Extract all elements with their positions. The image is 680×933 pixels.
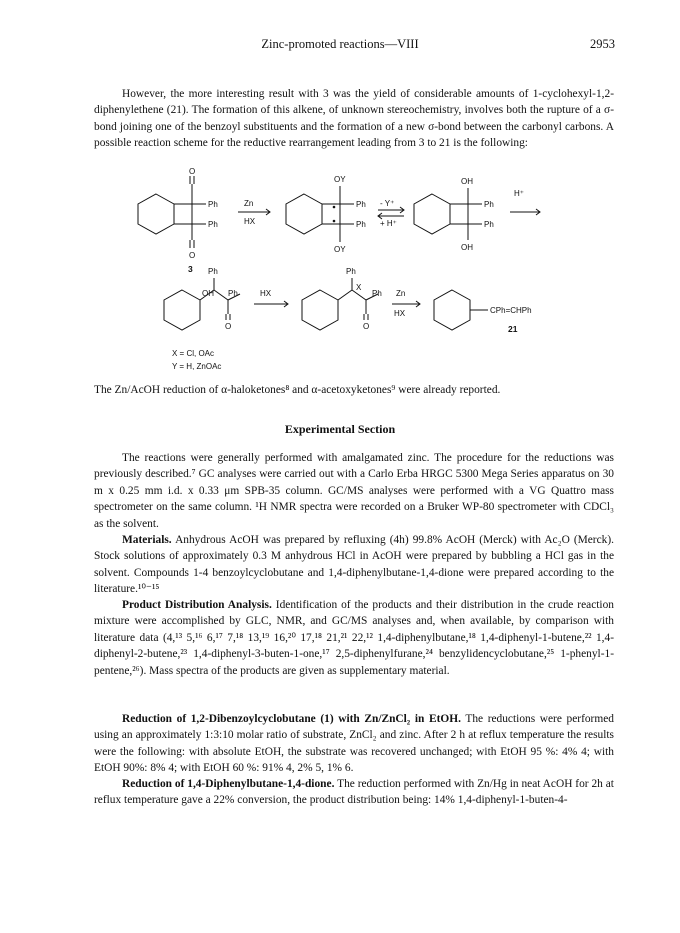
compound-3-structure bbox=[138, 176, 206, 248]
scheme-legend-y: Y = H, ZnOAc bbox=[172, 362, 222, 371]
intermediate-ph-bottom: Ph bbox=[356, 220, 366, 229]
run-in-head-reduction-1: Reduction of 1,2-Dibenzoylcyclobutane (1) with Zn/ZnCl₂ in EtOH. bbox=[122, 713, 461, 725]
intermediate-oy-top: OY bbox=[334, 175, 346, 184]
product-21-structure bbox=[434, 290, 488, 330]
paragraph-general-procedure: The reactions were generally performed with amalgamated zinc. The procedure for the reductions was previously described.⁷ GC analyses were carried out with a Carlo Erba HRGC 5300 Mega Series apparatus on 30 m x 0.25 mm i.d. x 0.33 μm SPB-35 column. GC/MS analyses were performed with a VG Quattro mass spectrometer on the same column. ¹H NMR spectra were recorded on a Bruker WP-80 spectrometer with CDCl₃ as the solvent. bbox=[94, 452, 614, 530]
cyclobutanediol-structure bbox=[414, 188, 482, 240]
hydroxyketone-oh: OH bbox=[202, 289, 214, 298]
section-heading-experimental: Experimental Section bbox=[284, 422, 396, 436]
paragraph-product-distribution-text: Identification of the products and their distribution in the crude reaction mixture were accomplished by GLC, NMR, and GC/MS analyses and, when available, by comparison with literature data (4,¹³ 5,¹⁶ 6,¹⁷ 7,¹⁸ 13,¹⁹ 16,²⁰ 17,¹⁸ 21,²¹ 22,¹² 1,4-diphenylbutane,¹⁸ 1,4-diphenyl-1-butene,²² 1,4-diphenyl-2-butene,²³ 1,4-diphenyl-3-buten-1-one,¹⁷ 2,5-diphenylfurane,²⁴ benzylidencyclobutane,²⁵ 1-phenyl-1-pentene,²⁶). Mass spectra of the products are given as supplementary material. bbox=[94, 599, 614, 677]
compound-3-ph-bottom: Ph bbox=[208, 220, 218, 229]
diol-oh-bottom: OH bbox=[461, 243, 473, 252]
compound-3-ph-top: Ph bbox=[208, 200, 218, 209]
haloketone-oxygen: O bbox=[363, 322, 370, 331]
intermediate-ph-top: Ph bbox=[356, 200, 366, 209]
row2-arrow1-reagent: HX bbox=[260, 289, 272, 298]
run-in-head-reduction-2: Reduction of 1,4-Diphenylbutane-1,4-dione. bbox=[122, 778, 335, 790]
paragraph-reduction-2-text: The reduction performed with Zn/Hg in neat AcOH for 2h at reflux temperature gave a 22% conversion, the product distribution being: 14% 1,4-diphenyl-1-buten-4- bbox=[94, 778, 614, 807]
arrow1-reagent-top: Zn bbox=[244, 199, 254, 208]
paragraph-materials-text: Anhydrous AcOH was prepared by refluxing (4h) 99.8% AcOH (Merck) with Ac₂O (Merck). Stock solutions of approximately 0.3 M anhydrous HCl in AcOH were prepared by bubbling a HCl gas in the solvent. Compounds 1-4 benzoylcyclobutane and 1,4-diphenylbutane-1,4-dione were prepared according to the literature.¹⁰⁻¹⁵ bbox=[94, 534, 614, 596]
product-21-group: CPh=CHPh bbox=[490, 306, 532, 315]
row2-arrow2-reagent-top: Zn bbox=[396, 289, 406, 298]
run-in-head-materials: Materials. bbox=[122, 534, 172, 546]
compound-3-oxygen-bottom: O bbox=[189, 251, 196, 260]
run-in-head-product-distribution: Product Distribution Analysis. bbox=[122, 599, 272, 611]
paragraph-product-distribution bbox=[94, 597, 614, 679]
page-number: 2953 bbox=[590, 37, 615, 51]
haloketone-x: X bbox=[356, 283, 362, 292]
hydroxyketone-oxygen: O bbox=[225, 322, 232, 331]
diol-ph-bottom: Ph bbox=[484, 220, 494, 229]
diol-ph-top: Ph bbox=[484, 200, 494, 209]
arrow2-reagent-top: - Y⁺ bbox=[380, 199, 395, 208]
reaction-scheme bbox=[94, 166, 614, 386]
scheme-legend-x: X = Cl, OAc bbox=[172, 349, 215, 358]
haloketone-ph-right: Ph bbox=[372, 289, 382, 298]
diol-oh-top: OH bbox=[461, 177, 473, 186]
scheme-followup-sentence: The Zn/AcOH reduction of α-haloketones⁸ and α-acetoxyketones⁹ were already reported. bbox=[94, 384, 501, 396]
compound-3-oxygen-top: O bbox=[189, 167, 196, 176]
arrow1-reagent-bottom: HX bbox=[244, 217, 256, 226]
haloketone-ph-top: Ph bbox=[346, 267, 356, 276]
product-21-label: 21 bbox=[508, 324, 518, 334]
hydroxyketone-ph-top: Ph bbox=[208, 267, 218, 276]
paragraph-materials bbox=[94, 532, 614, 598]
row2-arrow2-reagent-bottom: HX bbox=[394, 309, 406, 318]
intro-paragraph: However, the more interesting result with 3 was the yield of considerable amounts of 1-cyclohexyl-1,2-diphenylethene (21). The formation of this alkene, of unknown stereochemistry, involves both the rupture of a σ-bond joining one of the benzoyl substituents and the formation of a new σ-bond between the carbonyl carbons. A possible reaction scheme for the reductive rearrangement leading from 3 to 21 is the following: bbox=[94, 88, 614, 150]
compound-3-label: 3 bbox=[188, 264, 193, 274]
arrow3-reagent-top: H⁺ bbox=[514, 189, 524, 198]
intermediate-oy-bottom: OY bbox=[334, 245, 346, 254]
paragraph-reduction-1-text: The reductions were performed using an approximately 1:3:10 molar ratio of substrate, ZnCl₂ and zinc. After 2 h at reflux temperature the results were the following: with absolute EtOH, the substrate was recovered unchanged; with EtOH 95 %: 4% 4; with EtOH 90%: 8% 4; with EtOH 60 %: 91% 4, 2% 5, 1% 6. bbox=[94, 713, 614, 775]
paragraph-reduction-2 bbox=[94, 776, 614, 809]
running-header-title: Zinc-promoted reactions—VIII bbox=[261, 37, 419, 51]
paragraph-reduction-1 bbox=[94, 711, 614, 777]
arrow2-reagent-bottom: + H⁺ bbox=[380, 219, 397, 228]
radical-intermediate-structure bbox=[286, 186, 354, 242]
hydroxyketone-ph-right: Ph bbox=[228, 289, 238, 298]
